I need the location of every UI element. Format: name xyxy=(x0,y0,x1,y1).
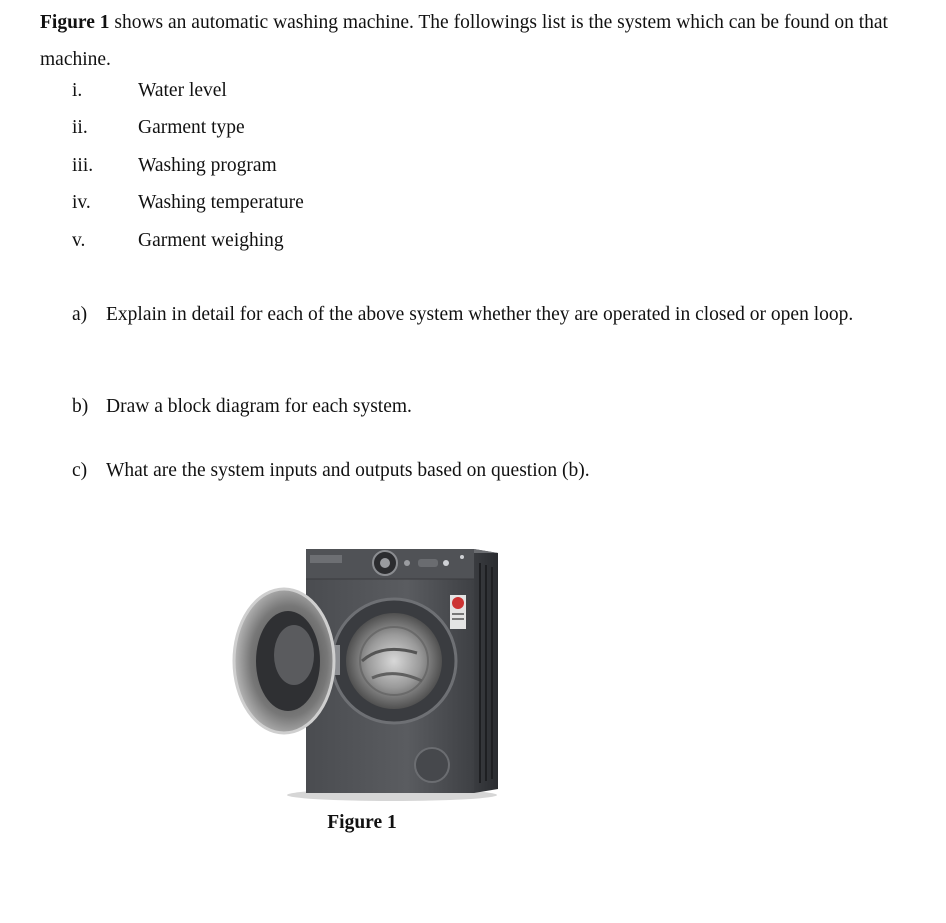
question-b-label: b) xyxy=(72,396,89,417)
question-a xyxy=(72,296,872,334)
list-item xyxy=(72,110,304,148)
list-item-label: Garment weighing xyxy=(138,229,284,251)
intro-paragraph xyxy=(40,4,890,78)
intro-figure-ref: Figure 1 xyxy=(40,12,110,33)
question-c-text: What are the system inputs and outputs based on question (b). xyxy=(106,460,590,481)
list-item-number: ii. xyxy=(72,117,88,139)
list-item-label: Garment type xyxy=(138,117,245,139)
list-item xyxy=(72,185,304,223)
list-item-number: v. xyxy=(72,229,86,251)
system-list xyxy=(72,72,304,260)
list-item-number: iii. xyxy=(72,154,94,176)
list-item-number: i. xyxy=(72,79,83,101)
question-c-label: c) xyxy=(72,460,88,481)
washing-machine-image xyxy=(222,543,512,805)
list-item xyxy=(72,147,304,185)
question-c xyxy=(72,452,872,490)
intro-text: shows an automatic washing machine. The followings list is the system which can be found on that machine. xyxy=(40,12,888,70)
question-b xyxy=(72,388,872,426)
list-item-number: iv. xyxy=(72,192,91,214)
question-b-text: Draw a block diagram for each system. xyxy=(106,396,412,417)
list-item-label: Washing temperature xyxy=(138,192,304,214)
list-item xyxy=(72,72,304,110)
list-item xyxy=(72,222,304,260)
list-item-label: Water level xyxy=(138,79,227,101)
question-a-label: a) xyxy=(72,304,88,325)
washing-machine-figure xyxy=(222,543,512,805)
figure-caption: Figure 1 xyxy=(327,812,397,833)
list-item-label: Washing program xyxy=(138,154,277,176)
question-a-text: Explain in detail for each of the above system whether they are operated in closed or open loop. xyxy=(106,304,854,325)
